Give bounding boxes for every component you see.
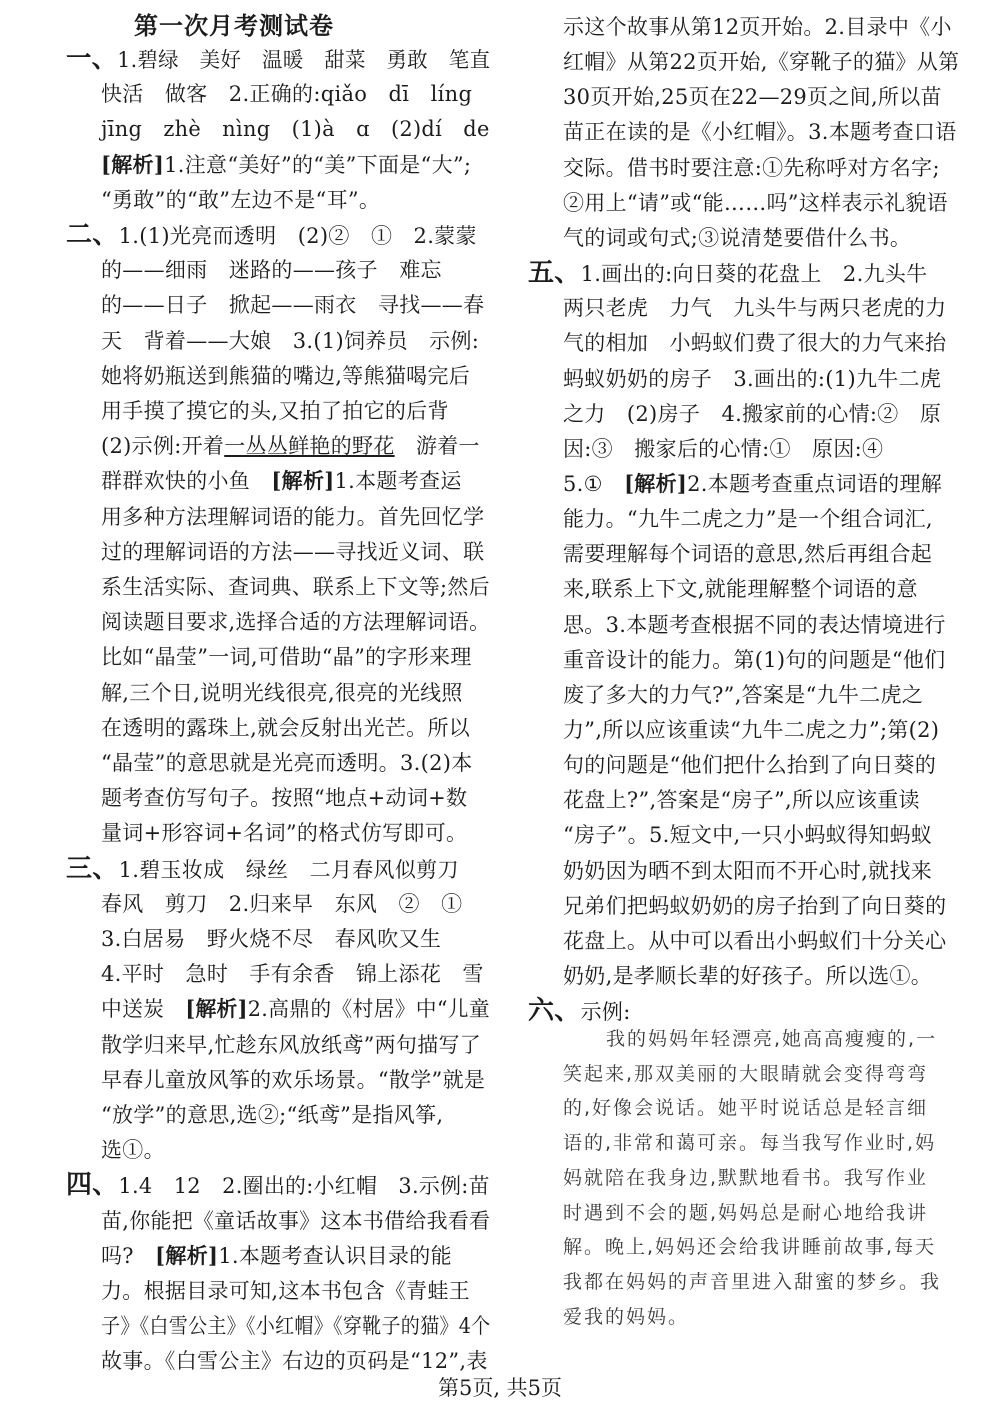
line-text: 子》《白雪公主》《小红帽》《穿靴子的猫》4个 (101, 1314, 491, 1339)
right-line (563, 680, 923, 710)
right-line (563, 399, 941, 429)
line-text: (2)示例:开着 (101, 434, 225, 459)
line-text: 兄弟们把蚂蚁奶奶的房子抬到了向日葵的 (563, 893, 947, 918)
analysis-tag: [解析] (101, 151, 165, 177)
left-line (101, 537, 484, 567)
line-text: 4.平时 急时 手有余香 锦上添花 雪 (101, 962, 484, 987)
line-text: 3.白居易 野火烧不尽 春风吹又生 (101, 927, 442, 951)
essay-line: 语的,非常和蔼可亲。每当我写作业时,妈 (563, 1132, 937, 1155)
line-text: 1.注意“美好”的“美”下面是“大”; (164, 152, 472, 177)
left-line (101, 431, 480, 461)
right-line (563, 469, 942, 499)
right-line (563, 539, 932, 569)
right-line (563, 47, 959, 77)
question-number: 六、 (528, 996, 581, 1027)
left-line (101, 290, 484, 320)
left-line (101, 1065, 485, 1095)
line-text: 用手摸了摸它的头,又拍了拍它的后背 (101, 399, 449, 423)
right-line (563, 223, 911, 253)
line-text: 因:③ 搬家后的心情:① 原因:④ (563, 436, 884, 461)
line-text: 阅读题目要求,选择合适的方法理解词语。 (101, 610, 491, 635)
right-line (563, 891, 946, 921)
line-text: 2.高鼎的《村居》中“儿童 (247, 997, 490, 1022)
line-text: 思。3.本题考查根据不同的表达情境进行 (563, 612, 946, 637)
left-line (66, 220, 477, 251)
essay-line: 的,好像会说话。她平时说话总是轻言细 (563, 1097, 929, 1120)
left-line (101, 572, 490, 602)
left-line (66, 854, 459, 885)
right-line (563, 856, 932, 886)
line-text: 示例: (580, 1000, 631, 1025)
left-line (101, 1030, 481, 1060)
analysis-tag: [解析] (271, 468, 335, 494)
line-text: 能力。“九牛二虎之力”是一个组合词汇, (563, 507, 933, 532)
left-line (101, 1135, 165, 1165)
line-text: 1.本题考查认识目录的能 (218, 1243, 452, 1268)
right-line (563, 434, 883, 464)
line-text: 过的理解词语的方法——寻找近义词、联 (101, 539, 485, 564)
line-text: 气的词或句式;③说清楚要借什么书。 (563, 225, 912, 250)
line-text: 1.4 12 2.圈出的:小红帽 3.示例:苗 (118, 1174, 490, 1199)
analysis-tag: [解析] (185, 996, 248, 1022)
left-line (101, 361, 470, 391)
left-line (101, 1206, 490, 1236)
right-line (563, 328, 946, 358)
line-text: 废了多大的力气?”,答案是“九牛二虎之 (563, 682, 924, 707)
left-line (101, 818, 467, 848)
line-text: 之力 (2)房子 4.搬家前的心情:② 原 (563, 401, 942, 426)
right-line (563, 645, 945, 675)
question-number: 一、 (66, 44, 118, 74)
left-line (101, 1276, 470, 1306)
line-text: 花盘上。从中可以看出小蚂蚁们十分关心 (563, 928, 947, 953)
essay-line: 解。晚上,妈妈还会给我讲睡前故事,每天 (563, 1236, 937, 1259)
essay-line: 时遇到不会的题,妈妈总是耐心地给我讲 (563, 1201, 929, 1224)
line-text: 解,三个日,说明光线很亮,很亮的光线照 (101, 680, 463, 705)
left-line (101, 396, 449, 426)
line-text: 气的相加 小蚂蚁们费了很大的力气来抬 (563, 331, 947, 356)
line-text: 系生活实际、查词典、联系上下文等;然后 (101, 575, 490, 599)
page-title: 第一次月考测试卷 (134, 11, 334, 40)
analysis-tag: [解析] (155, 1242, 219, 1268)
left-line (101, 466, 462, 496)
question-number: 二、 (66, 220, 119, 250)
left-line (101, 1311, 490, 1341)
left-line (101, 1100, 443, 1130)
right-line (563, 785, 920, 815)
left-line (101, 678, 463, 708)
right-line (563, 12, 952, 42)
line-text: 2.本题考查重点词语的理解 (687, 471, 943, 496)
underlined-text: 一丛丛鲜艳的野花 (224, 434, 395, 459)
line-text: 量词+形容词+名词”的格式仿写即可。 (101, 821, 468, 846)
line-text: 早春儿童放风筝的欢乐场景。“散学”就是 (101, 1067, 486, 1092)
line-text: 1.碧绿 美好 温暖 甜菜 勇敢 笔直 (117, 48, 491, 72)
right-line (563, 153, 940, 183)
line-text: 吗? (101, 1243, 156, 1268)
line-text: 示这个故事从第12页开始。2.目录中《小 (563, 15, 952, 39)
left-line (101, 783, 467, 813)
line-text: 选①。 (101, 1138, 165, 1163)
left-line (101, 326, 479, 356)
line-text: 群群欢快的小鱼 (101, 469, 272, 494)
left-line (101, 959, 484, 989)
left-line (66, 44, 490, 75)
left-line (101, 255, 442, 285)
line-text: 1.(1)光亮而透明 (2)② ① 2.蒙蒙 (118, 224, 477, 248)
right-line (563, 364, 941, 394)
line-text: “晶莹”的意思就是光亮而透明。3.(2)本 (101, 751, 473, 775)
line-text: 蚂蚁奶奶的房子 3.画出的:(1)九牛二虎 (563, 366, 942, 391)
line-text: 力。根据目录可知,这本书包含《青蛙王 (101, 1279, 471, 1303)
left-line (101, 114, 490, 144)
question-number: 四、 (66, 1170, 119, 1201)
left-line (101, 748, 473, 778)
line-text: 苗,你能把《童话故事》这本书借给我看看 (101, 1208, 491, 1233)
line-text: 句的问题是“他们把什么抬到了向日葵的 (563, 753, 937, 778)
left-line (101, 642, 472, 672)
left-line (101, 994, 490, 1024)
question-number: 三、 (66, 853, 119, 884)
right-line (563, 117, 957, 147)
essay-line: 笑起来,那双美丽的大眼睛就会变得弯弯 (563, 1062, 929, 1085)
left-line (101, 924, 441, 954)
left-line (101, 889, 462, 919)
line-text: 需要理解每个词语的意思,然后再组合起 (563, 542, 933, 567)
essay-line: 爱我的妈妈。 (563, 1305, 690, 1328)
line-text: 交际。借书时要注意:①先称呼对方名字; (563, 155, 940, 180)
line-text: 春风 剪刀 2.归来早 东风 ② ① (101, 891, 463, 916)
left-line (101, 502, 484, 532)
line-text: 5.① (563, 471, 625, 496)
right-line (563, 750, 936, 780)
line-text: 重音设计的能力。第(1)句的问题是“他们 (563, 647, 946, 672)
line-text: 她将奶瓶送到熊猫的嘴边,等熊猫喝完后 (101, 363, 471, 388)
line-text: jīng zhè nìng (1)à ɑ (2)dí de (101, 117, 490, 142)
line-text: 散学归来早,忙趁东风放纸鸢”两句描写了 (101, 1032, 482, 1057)
line-text: 1.画出的:向日葵的花盘上 2.九头牛 (580, 262, 928, 287)
right-line (563, 926, 946, 956)
right-line (563, 715, 939, 745)
line-text: “放学”的意思,选②;“纸鸢”是指风筝, (101, 1103, 444, 1127)
line-text: 游着一 (394, 434, 480, 459)
right-line (563, 188, 948, 218)
question-number: 五、 (528, 258, 581, 289)
line-text: 中送炭 (101, 997, 186, 1022)
line-text: 来,联系上下文,就能理解整个词语的意 (563, 577, 918, 602)
line-text: 快活 做客 2.正确的:qiǎo dī líng (101, 82, 473, 107)
right-line (563, 574, 918, 604)
line-text: “房子”。5.短文中,一只小蚂蚁得知蚂蚁 (563, 823, 933, 848)
line-text: 题考查仿写句子。按照“地点+动词+数 (101, 786, 468, 811)
line-text: 故事。《白雪公主》右边的页码是“12”,表 (101, 1349, 488, 1374)
right-line (563, 504, 933, 534)
line-text: 1.碧玉妆成 绿丝 二月春风似剪刀 (118, 857, 459, 882)
line-text: 花盘上?”,答案是“房子”,所以应该重读 (563, 788, 920, 813)
line-text: 30页开始,25页在22—29页之间,所以苗 (563, 85, 942, 110)
page-footer: 第5页, 共5页 (437, 1376, 563, 1400)
line-text: 的——细雨 迷路的——孩子 难忘 (101, 258, 442, 283)
line-text: 的——日子 掀起——雨衣 寻找——春 (101, 293, 485, 318)
right-line (563, 961, 932, 991)
left-line (101, 185, 380, 215)
line-text: 苗正在读的是《小红帽》。3.本题考查口语 (563, 120, 957, 145)
line-text: 两只老虎 力气 九头牛与两只老虎的力 (563, 296, 947, 321)
essay-line: 我的妈妈年轻漂亮,她高高瘦瘦的,一 (606, 1028, 938, 1050)
line-text: “勇敢”的“敢”左边不是“耳”。 (101, 187, 381, 212)
left-line (66, 1170, 490, 1201)
line-text: 奶奶,是孝顺长辈的好孩子。所以选①。 (563, 964, 933, 989)
right-line (563, 82, 942, 112)
right-line (528, 258, 927, 289)
line-text: 在透明的露珠上,就会反射出光芒。所以 (101, 715, 471, 740)
right-line (563, 293, 946, 323)
right-line (563, 820, 932, 850)
line-text: 红帽》从第22页开始,《穿靴子的猫》从第 (563, 50, 960, 75)
right-line (563, 610, 946, 640)
essay-line: 妈就陪在我身边,默默地看书。我写作业 (563, 1166, 929, 1189)
line-text: 奶奶因为晒不到太阳而不开心时,就找来 (563, 858, 933, 883)
left-line (101, 607, 490, 637)
left-line (101, 713, 470, 743)
line-text: 力”,所以应该重读“九牛二虎之力”;第(2) (563, 718, 940, 742)
line-text: ②用上“请”或“能……吗”这样表示礼貌语 (563, 190, 948, 215)
left-line (101, 150, 471, 180)
line-text: 天 背着——大娘 3.(1)饲养员 示例: (101, 328, 480, 353)
right-line (528, 996, 631, 1027)
analysis-tag: [解析] (624, 470, 688, 496)
left-line (101, 79, 472, 109)
essay-line: 我都在妈妈的声音里进入甜蜜的梦乡。我 (563, 1270, 942, 1293)
left-line (101, 1241, 452, 1271)
line-text: 用多种方法理解词语的能力。首先回忆学 (101, 504, 485, 529)
line-text: 1.本题考查运 (334, 469, 462, 494)
line-text: 比如“晶莹”一词,可借助“晶”的字形来理 (101, 645, 472, 670)
